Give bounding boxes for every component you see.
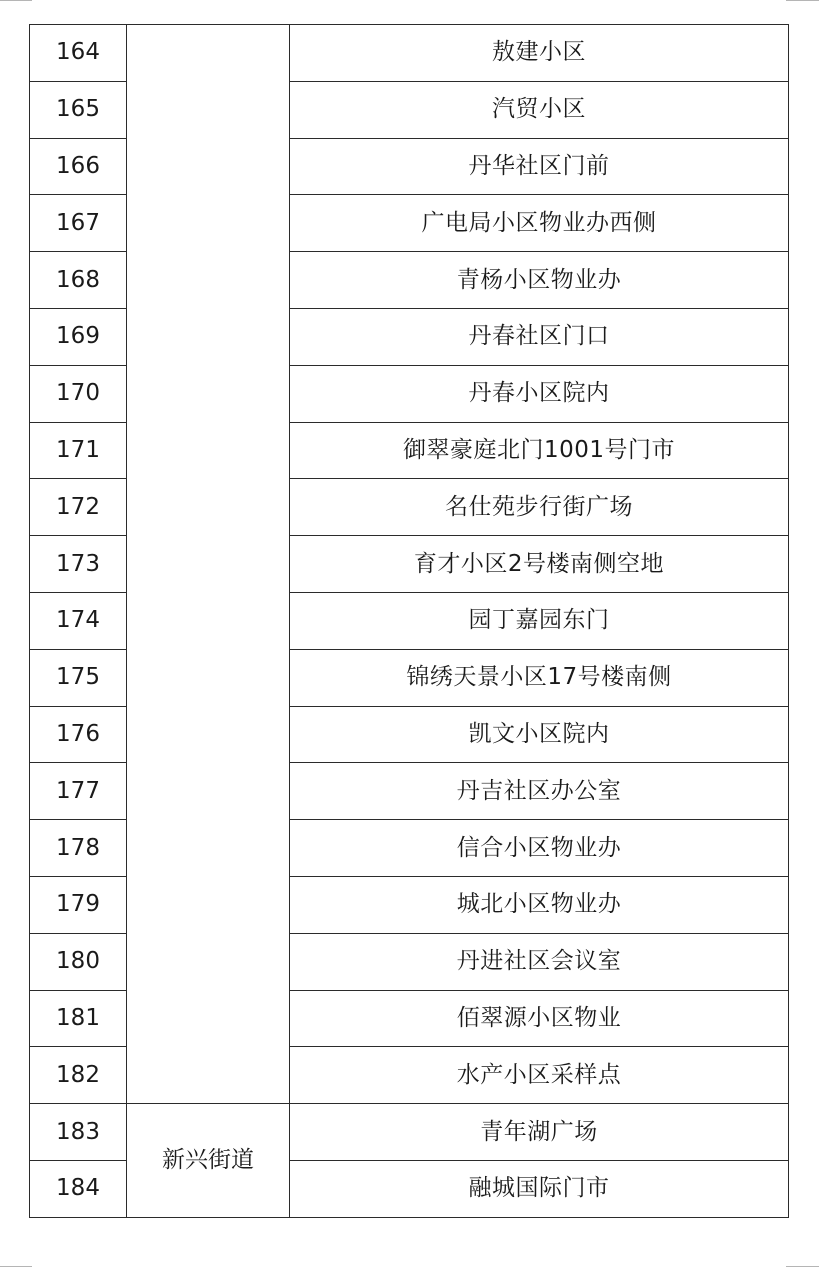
- location-cell: 汽贸小区: [290, 81, 789, 138]
- row-number-cell: 169: [30, 308, 127, 365]
- row-number-cell: 166: [30, 138, 127, 195]
- location-cell: 御翠豪庭北门1001号门市: [290, 422, 789, 479]
- street-cell: [127, 25, 290, 1104]
- location-cell: 青杨小区物业办: [290, 252, 789, 309]
- table-row: [30, 25, 789, 82]
- street-cell: 新兴街道: [127, 1104, 290, 1218]
- row-number-cell: 182: [30, 1047, 127, 1104]
- row-number-cell: 165: [30, 81, 127, 138]
- row-number-cell: 183: [30, 1104, 127, 1161]
- top-left-edge-mark: [0, 0, 32, 1]
- row-number-cell: 167: [30, 195, 127, 252]
- row-number-cell: 170: [30, 365, 127, 422]
- location-cell: 水产小区采样点: [290, 1047, 789, 1104]
- row-number-cell: 164: [30, 25, 127, 82]
- table-body: [30, 25, 789, 1218]
- row-number-cell: 176: [30, 706, 127, 763]
- row-number-cell: 177: [30, 763, 127, 820]
- location-cell: 锦绣天景小区17号楼南侧: [290, 649, 789, 706]
- row-number-cell: 168: [30, 252, 127, 309]
- row-number-cell: 171: [30, 422, 127, 479]
- row-number-cell: 178: [30, 820, 127, 877]
- location-cell: 丹华社区门前: [290, 138, 789, 195]
- location-cell: 丹春小区院内: [290, 365, 789, 422]
- location-cell: 城北小区物业办: [290, 876, 789, 933]
- location-cell: 青年湖广场: [290, 1104, 789, 1161]
- row-number-cell: 173: [30, 536, 127, 593]
- location-cell: 广电局小区物业办西侧: [290, 195, 789, 252]
- location-cell: 丹春社区门口: [290, 308, 789, 365]
- table-row: [30, 1104, 789, 1161]
- location-cell: 信合小区物业办: [290, 820, 789, 877]
- row-number-cell: 174: [30, 592, 127, 649]
- location-cell: 园丁嘉园东门: [290, 592, 789, 649]
- top-right-edge-mark: [786, 0, 819, 1]
- location-cell: 丹吉社区办公室: [290, 763, 789, 820]
- location-cell: 凯文小区院内: [290, 706, 789, 763]
- row-number-cell: 184: [30, 1160, 127, 1217]
- location-cell: 育才小区2号楼南侧空地: [290, 536, 789, 593]
- row-number-cell: 172: [30, 479, 127, 536]
- row-number-cell: 179: [30, 876, 127, 933]
- row-number-cell: 175: [30, 649, 127, 706]
- location-cell: 丹进社区会议室: [290, 933, 789, 990]
- sampling-sites-table: [29, 24, 789, 1218]
- row-number-cell: 181: [30, 990, 127, 1047]
- location-cell: 融城国际门市: [290, 1160, 789, 1217]
- row-number-cell: 180: [30, 933, 127, 990]
- location-cell: 名仕苑步行街广场: [290, 479, 789, 536]
- location-cell: 敖建小区: [290, 25, 789, 82]
- location-cell: 佰翠源小区物业: [290, 990, 789, 1047]
